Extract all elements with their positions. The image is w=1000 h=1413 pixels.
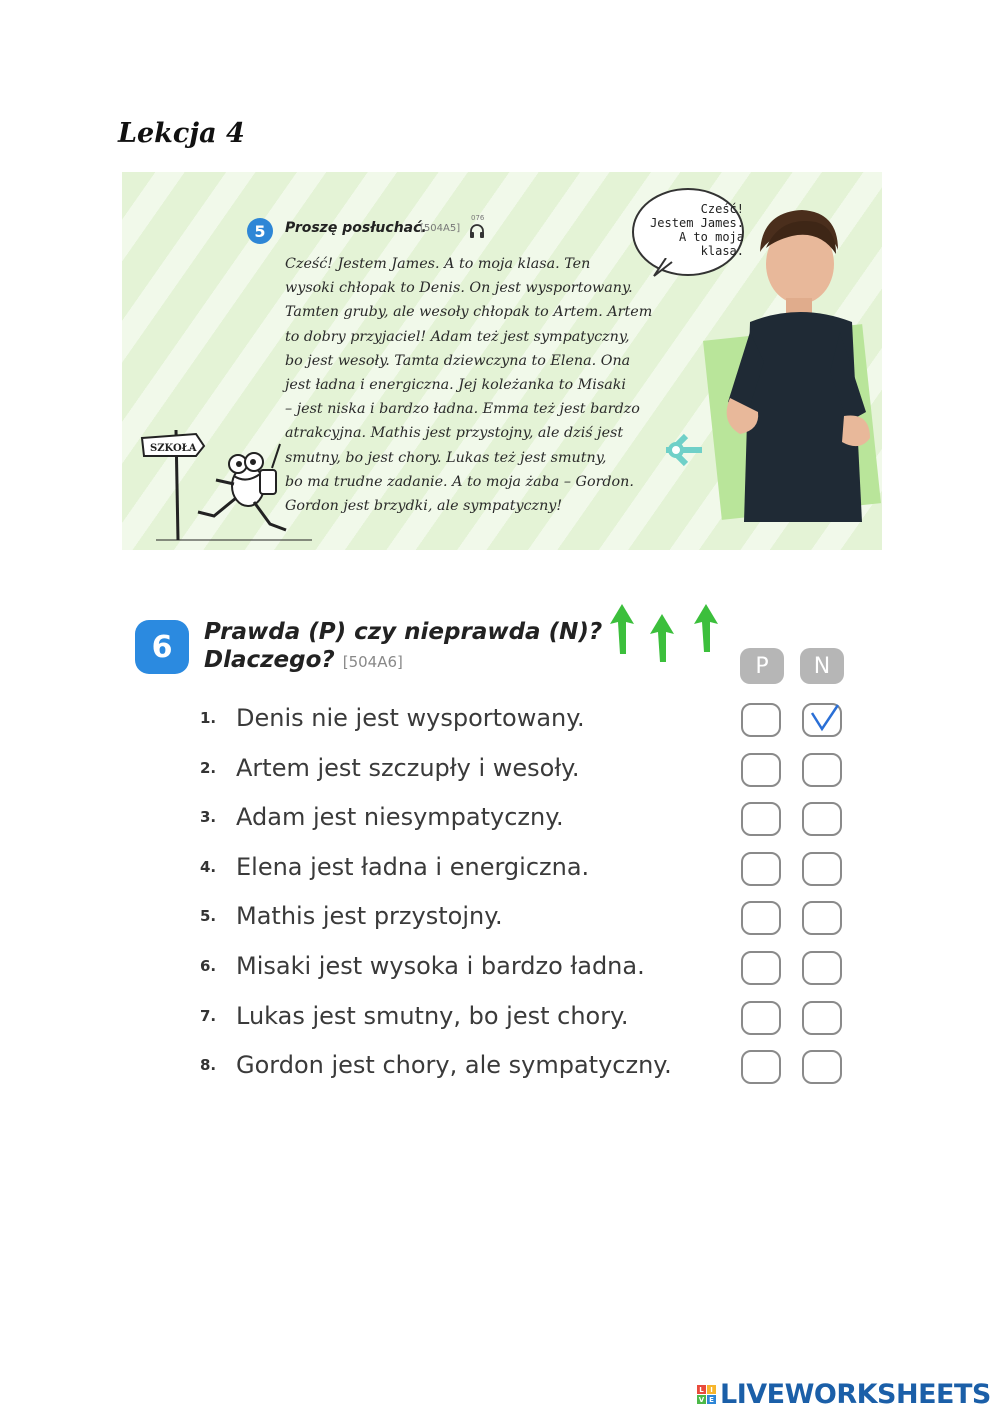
answer-box-n-1[interactable] [802, 703, 842, 737]
statement-row: 2. Artem jest szczupły i wesoły. [200, 754, 580, 782]
liveworksheets-brand[interactable] [697, 1379, 991, 1410]
exercise-6-title-line2: Dlaczego? [204, 647, 335, 673]
exercise-5-instruction: Proszę posłuchać. [285, 220, 427, 236]
answer-box-p-2[interactable] [741, 753, 781, 787]
exercise-6-code: [504A6] [342, 653, 403, 671]
school-sign-label: SZKOŁA [150, 443, 197, 454]
statement-text: Gordon jest chory, ale sympatyczny. [236, 1051, 672, 1079]
statement-row: 1. Denis nie jest wysportowany. [200, 704, 585, 732]
speech-bubble-tail [652, 258, 674, 278]
decorative-arrow-icon [662, 430, 712, 470]
answer-box-n-2[interactable] [802, 753, 842, 787]
column-header-n: N [800, 648, 844, 684]
reading-panel [122, 172, 882, 550]
exercise-6-title [204, 618, 602, 676]
exercise-5-code: [504A5] [420, 223, 461, 234]
statement-row: 5. Mathis jest przystojny. [200, 902, 503, 930]
statement-text: Adam jest niesympatyczny. [236, 803, 564, 831]
check-icon [808, 703, 842, 733]
answer-box-p-1[interactable] [741, 703, 781, 737]
answer-box-p-8[interactable] [741, 1050, 781, 1084]
exercise-5-badge: 5 [247, 218, 273, 244]
answer-box-p-3[interactable] [741, 802, 781, 836]
statement-row: 4. Elena jest ładna i energiczna. [200, 853, 590, 881]
boy-photo [720, 202, 870, 542]
up-arrows-icon [604, 602, 724, 664]
answer-box-p-6[interactable] [741, 951, 781, 985]
headphone-icon[interactable] [469, 224, 485, 238]
statement-row: 3. Adam jest niesympatyczny. [200, 803, 564, 831]
statement-text: Misaki jest wysoka i bardzo ładna. [236, 952, 645, 980]
frog-illustration [136, 420, 316, 545]
column-header-p: P [740, 648, 784, 684]
answer-box-n-3[interactable] [802, 802, 842, 836]
statement-row: 7. Lukas jest smutny, bo jest chory. [200, 1002, 629, 1030]
exercise-6-badge: 6 [135, 620, 189, 674]
answer-box-n-7[interactable] [802, 1001, 842, 1035]
answer-box-p-4[interactable] [741, 852, 781, 886]
statement-text: Lukas jest smutny, bo jest chory. [236, 1002, 629, 1030]
statement-text: Elena jest ładna i energiczna. [236, 853, 590, 881]
answer-box-n-4[interactable] [802, 852, 842, 886]
lesson-title: Lekcja 4 [118, 118, 245, 149]
answer-box-p-7[interactable] [741, 1001, 781, 1035]
answer-box-n-8[interactable] [802, 1050, 842, 1084]
audio-track-number: 076 [471, 214, 485, 222]
statement-text: Denis nie jest wysportowany. [236, 704, 585, 732]
statement-row: 8. Gordon jest chory, ale sympatyczny. [200, 1051, 672, 1079]
answer-box-n-6[interactable] [802, 951, 842, 985]
reading-text: Cześć! Jestem James. A to moja klasa. Ten wysoki chłopak to Denis. On jest wysportowany. Tamten gruby, ale wesoły chłopak to Artem. Artem to dobry przyjaciel! Adam też jest sympatyczny, bo jest wesoły. Tamta dziewczyna to Elena. Ona jest ładna i energiczna. Jej koleżanka to Misaki – jest niska i bardzo ładna. Emma też jest bardzo atrakcyjna. Mathis jest przystojny, ale dziś jest smutny, bo jest chory. Lukas też jest smutny, bo ma trudne zadanie. A to moja żaba – Gordon. Gordon jest brzydki, ale sympatyczny! [285, 256, 653, 515]
statement-row: 6. Misaki jest wysoka i bardzo ładna. [200, 952, 645, 980]
brand-text: LIVEWORKSHEETS [720, 1379, 991, 1410]
statement-text: Artem jest szczupły i wesoły. [236, 754, 580, 782]
answer-box-p-5[interactable] [741, 901, 781, 935]
statement-text: Mathis jest przystojny. [236, 902, 503, 930]
liveworksheets-logo-icon: L I V E [697, 1385, 716, 1404]
speech-bubble-text: Cześć! Jestem James. A to moja klasa. [650, 202, 744, 258]
answer-box-n-5[interactable] [802, 901, 842, 935]
exercise-6-title-line1: Prawda (P) czy nieprawda (N)? [204, 619, 603, 645]
